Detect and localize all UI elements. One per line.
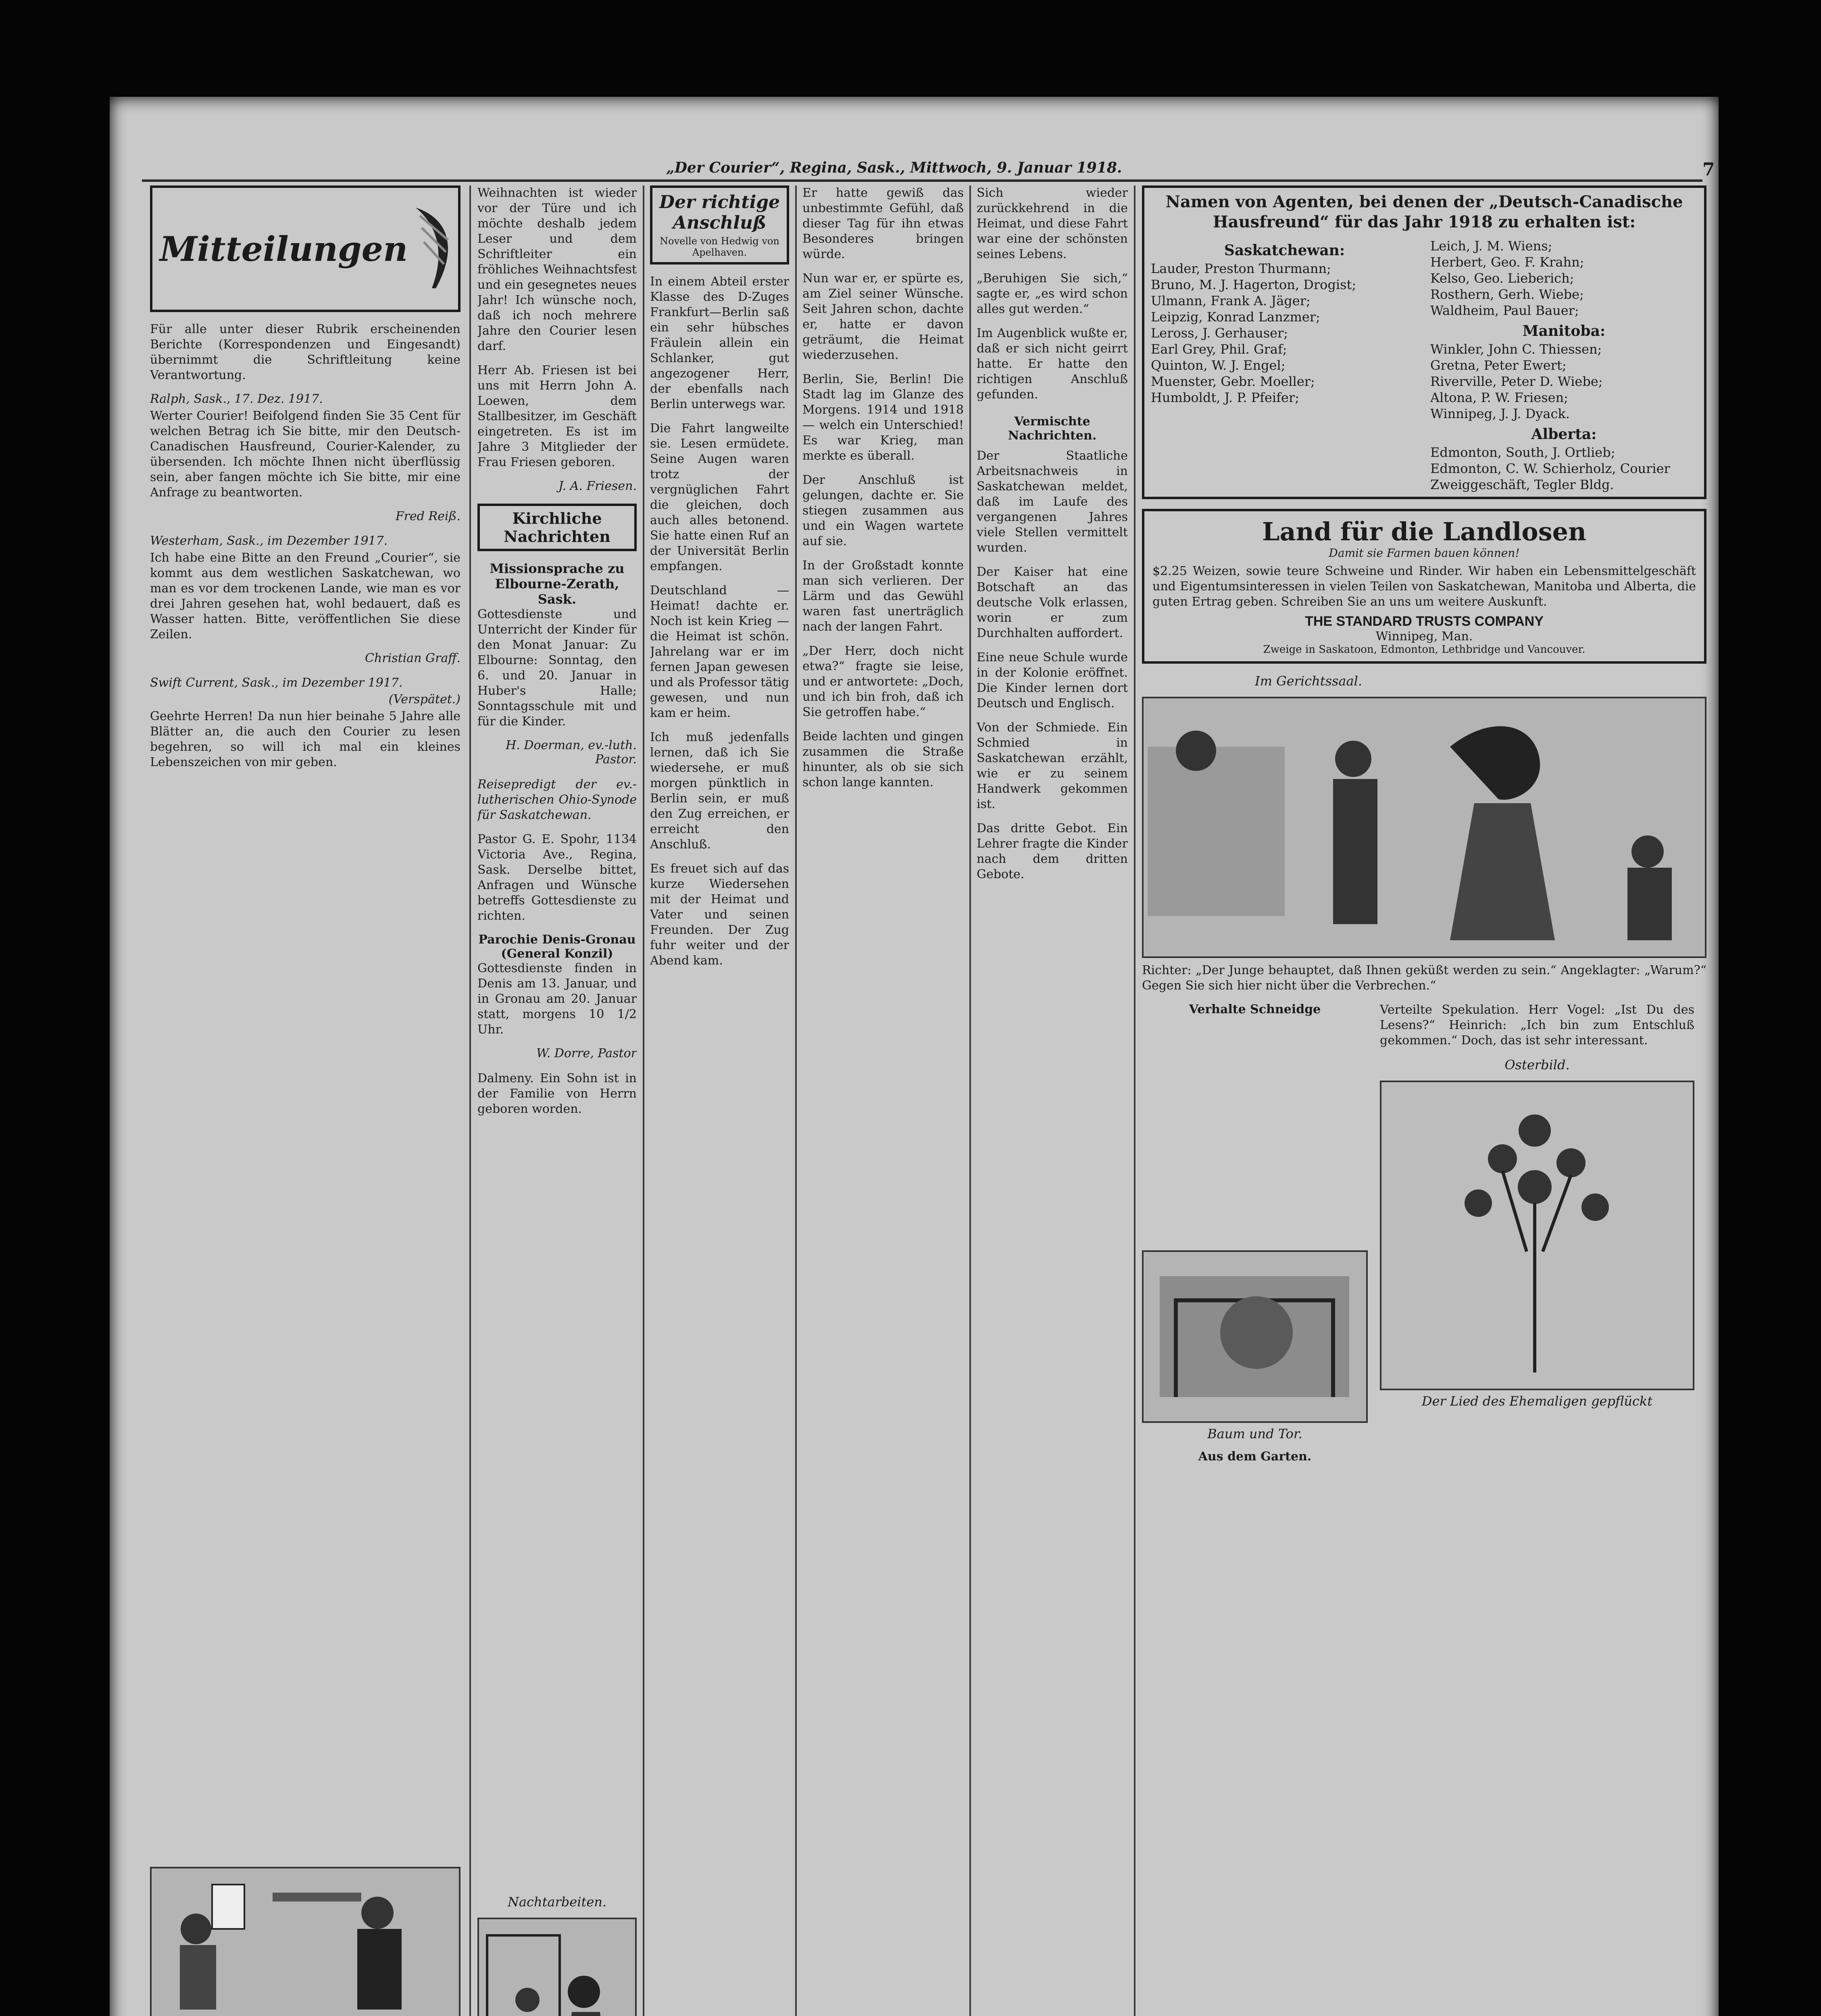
- story-paragraph: Der Anschluß ist gelungen, dachte er. Sie stiegen zusammen aus und ein Wagen wartete auf sie.: [802, 473, 964, 548]
- quill-icon: [408, 204, 460, 294]
- kirchliche-box: [477, 504, 637, 551]
- plant-illustration: [1380, 1081, 1694, 1390]
- story-paragraph: „Der Herr, doch nicht etwa?“ fragte sie leise, und er antwortete: „Doch, und ich bin froh, daß ich Sie getroffen habe.“: [802, 644, 964, 719]
- optician-ad: [150, 1867, 460, 2016]
- letter-dateline: Ralph, Sask., 17. Dez. 1917.: [150, 392, 323, 406]
- news-paragraph: Das dritte Gebot. Ein Lehrer fragte die Kinder nach dem dritten Gebote.: [977, 821, 1128, 881]
- agent-item: Gretna, Peter Ewert;: [1430, 358, 1567, 373]
- agent-item: Edmonton, South, J. Ortlieb;: [1430, 445, 1615, 460]
- mission-signature: H. Doerman, ev.-luth. Pastor.: [506, 738, 637, 766]
- land-ad-body: $2.25 Weizen, sowie teure Schweine und Rinder. Wir haben ein Lebensmittelgeschäft und Eigentumsinteressen in vielen Teilen von Saskatchewan, Manitoba und Alberta, die guten Ertrag geben. Schreiben Sie an uns um weitere Auskunft.: [1152, 564, 1696, 609]
- column-6: [1142, 185, 1706, 2016]
- column-rule: [969, 185, 971, 2016]
- sub-heading: Verhalte Schneidge: [1189, 1002, 1321, 1016]
- story-paragraph: Im Augenblick wußte er, daß er sich nicht geirrt hatte. Er hatte den richtigen Anschluß gefunden.: [977, 326, 1128, 402]
- cartoon-block: [477, 1891, 637, 2016]
- court-cartoon-illustration: [1142, 697, 1706, 958]
- agent-item: Lauder, Preston Thurmann;: [1151, 261, 1331, 276]
- agent-item: Leipzig, Konrad Lanzmer;: [1151, 309, 1320, 325]
- agent-item: Altona, P. W. Friesen;: [1430, 390, 1568, 405]
- story-paragraph: Beide lachten und gingen zusammen die Straße hinunter, als ob sie sich schon lange kannten.: [802, 729, 964, 789]
- column-1: [150, 185, 460, 2016]
- column-2: [477, 185, 637, 2016]
- story-paragraph: Die Fahrt langweilte sie. Lesen ermüdete. Seine Augen waren trotz der vergnüglichen Fahrt die gleichen, doch auch alles betonend. Sie hatte einen Ruf an der Universität Berlin empfangen.: [650, 421, 789, 573]
- optician-illustration: [150, 1867, 460, 2016]
- garden-illustration: [1142, 1250, 1368, 1423]
- letter-signature: Christian Graff.: [365, 651, 460, 665]
- lower-right-area: [1142, 1002, 1706, 1464]
- lower-right-sub: [1380, 1002, 1694, 1464]
- column-rule: [643, 185, 644, 2016]
- story-paragraph: Sich wieder zurückkehrend in die Heimat, und diese Fahrt war eine der schönsten seines Lebens.: [977, 186, 1128, 261]
- mission-body: Gottesdienste und Unterricht der Kinder für den Monat Januar: Zu Elbourne: Sonntag, den 6. und 20. Januar in Huber's Halle; Sonntagsschule mit und für die Kinder.: [477, 607, 637, 729]
- agent-item: Winkler, John C. Thiessen;: [1430, 342, 1602, 357]
- garden-caption: Baum und Tor.: [1207, 1426, 1302, 1441]
- land-ad-branches: Zweige in Saskatoon, Edmonton, Lethbridge und Vancouver.: [1263, 644, 1586, 656]
- column-rule: [795, 185, 797, 2016]
- intro-note: Für alle unter dieser Rubrik erscheinenden Berichte (Korrespondenzen und Eingesandt) übernimmt die Schriftleitung keine Verantwortung.: [150, 322, 460, 382]
- agent-item: Herbert, Geo. F. Krahn;: [1430, 254, 1584, 270]
- letter-dateline: Swift Current, Sask., im Dezember 1917.: [150, 676, 403, 690]
- story-paragraph: Er hatte gewiß das unbestimmte Gefühl, daß dieser Tag für ihn etwas Besonderes bringen würde.: [802, 186, 964, 261]
- story-paragraph: In der Großstadt konnte man sich verlieren. Der Lärm und das Gewühl waren fast unerträglich nach der langen Fahrt.: [802, 558, 964, 634]
- story-paragraph: „Beruhigen Sie sich,“ sagte er, „es wird schon alles gut werden.“: [977, 271, 1128, 316]
- newspaper-page: [110, 97, 1719, 2016]
- lower-left-sub: [1142, 1002, 1368, 1464]
- agents-list-left: [1151, 238, 1418, 493]
- agent-item: Quinton, W. J. Engel;: [1151, 358, 1286, 373]
- land-ad: [1142, 509, 1706, 664]
- story-title: Der richtige Anschluß: [659, 192, 780, 233]
- plant-title: Osterbild.: [1504, 1057, 1570, 1073]
- cartoon-illustration: [477, 1918, 637, 2016]
- column-rule: [1134, 185, 1136, 2016]
- letter-signature: Fred Reiß.: [395, 509, 460, 523]
- page-number: 7: [1702, 159, 1715, 180]
- land-ad-subtitle: Damit sie Farmen bauen können!: [1329, 546, 1520, 560]
- story-paragraph: Nun war er, er spürte es, am Ziel seiner Wünsche. Seit Jahren schon, dachte er, hatte er davon geträumt, die Heimat wiederzusehen.: [802, 271, 964, 362]
- province-heading: Manitoba:: [1522, 323, 1606, 339]
- article-signature: J. A. Friesen.: [558, 479, 637, 493]
- agent-item: Waldheim, Paul Bauer;: [1430, 303, 1579, 318]
- letter-dateline: Westerham, Sask., im Dezember 1917.: [150, 534, 388, 548]
- land-ad-city: Winnipeg, Man.: [1375, 629, 1473, 644]
- banner-left-text: Mitteilungen: [160, 229, 408, 269]
- parochie-heading: Parochie Denis-Gronau (General Konzil): [478, 933, 636, 961]
- story-paragraph: Deutschland — Heimat! dachte er. Noch ist kein Krieg — die Heimat ist schön. Jahrelang war er im fernen Japan gewesen und als Professor tätig gewesen, und nun kam er heim.: [650, 583, 789, 720]
- dalmeny-note: Dalmeny. Ein Sohn ist in der Familie von Herrn geboren worden.: [477, 1071, 637, 1116]
- right-text: Verteilte Spekulation. Herr Vogel: „Ist Du des Lesens?“ Heinrich: „Ich bin zum Entschluß gekommen.“ Doch, das ist sehr interessant.: [1380, 1003, 1694, 1048]
- column-4: [802, 185, 964, 2016]
- story-subtitle: Novelle von Hedwig von Apelhaven.: [660, 235, 779, 258]
- news-paragraph: Von der Schmiede. Ein Schmied in Saskatchewan erzählt, wie er zu seinem Handwerk gekommen ist.: [977, 721, 1128, 811]
- letter-body: Ich habe eine Bitte an den Freund „Courier“, sie kommt aus dem westlichen Saskatchewan, wo man es vor dem trockenen Lande, wie man es vor drei Jahren gesehen hat, wohl bedauert, daß es Wasser hatten. Bitte, veröffentlichen Sie diese Zeilen.: [150, 551, 460, 641]
- agents-box: [1142, 185, 1706, 499]
- court-cartoon-caption: Richter: „Der Junge behauptet, daß Ihnen geküßt werden zu sein.“ Angeklagter: „Warum?“ Gegen Sie sich hier nicht über die Verbrechen.“: [1142, 963, 1706, 993]
- running-header: „Der Courier“, Regina, Sask., Mittwoch, 9. Januar 1918.: [666, 159, 1122, 176]
- agent-item: Kelso, Geo. Lieberich;: [1430, 271, 1574, 286]
- news-paragraph: Eine neue Schule wurde in der Kolonie eröffnet. Die Kinder lernen dort Deutsch und Englisch.: [977, 650, 1128, 710]
- sub-heading: Aus dem Garten.: [1198, 1450, 1312, 1464]
- agent-item: Earl Grey, Phil. Graf;: [1151, 342, 1287, 357]
- province-heading: Saskatchewan:: [1224, 242, 1345, 259]
- column-rule: [469, 185, 471, 2016]
- cartoon-title: Nachtarbeiten.: [507, 1894, 607, 1910]
- section-heading: Vermischte Nachrichten.: [1008, 414, 1097, 443]
- agent-item: Riverville, Peter D. Wiebe;: [1430, 374, 1603, 389]
- agent-item: Humboldt, J. P. Pfeifer;: [1151, 390, 1300, 405]
- column-3: [650, 185, 789, 2016]
- mission-heading: Missionsprache zu Elbourne-Zerath, Sask.: [490, 561, 625, 607]
- synode-heading: Reisepredigt der ev.-lutherischen Ohio-Synode für Saskatchewan.: [477, 777, 637, 822]
- agents-title: Namen von Agenten, bei denen der „Deutsch-Canadische Hausfreund“ für das Jahr 1918 zu erhalten ist:: [1165, 192, 1683, 231]
- agent-item: Bruno, M. J. Hagerton, Drogist;: [1151, 277, 1356, 292]
- letter-note: (Verspätet.): [388, 692, 460, 706]
- synode-body: Pastor G. E. Spohr, 1134 Victoria Ave., Regina, Sask. Derselbe bittet, Anfragen und Wünsche betreffs Gottesdienste zu richten.: [477, 832, 637, 923]
- feature-banner: [150, 185, 460, 312]
- letter-body: Werter Courier! Beifolgend finden Sie 35 Cent für welchen Betrag ich Sie bitte, mir den Deutsch-Canadischen Hausfreund, Courier-Kalender, zu übersenden. Ich möchte Ihnen nicht überflüssig sein, aber fangen möchte ich Sie bitte, mir eine Anfrage zu beantworten.: [150, 409, 460, 500]
- province-heading: Alberta:: [1531, 426, 1597, 443]
- header-rule: [142, 179, 1702, 182]
- agent-item: Rosthern, Gerh. Wiebe;: [1430, 287, 1584, 302]
- story-paragraph: Berlin, Sie, Berlin! Die Stadt lag im Glanze des Morgens. 1914 und 1918 — welch ein Unterschied! Es war Krieg, man merkte es überall.: [802, 372, 964, 463]
- court-cartoon-title: Im Gerichtssaal.: [1255, 673, 1362, 689]
- land-ad-company: THE STANDARD TRUSTS COMPANY: [1305, 614, 1544, 629]
- agent-item: Winnipeg, J. J. Dyack.: [1430, 406, 1570, 421]
- news-paragraph: Der Staatliche Arbeitsnachweis in Saskatchewan meldet, daß im Laufe des vergangenen Jahres viele Stellen vermittelt wurden.: [977, 449, 1128, 555]
- article-body: Herr Ab. Friesen ist bei uns mit Herrn John A. Loewen, dem Stallbesitzer, im Geschäft eingetreten. Es ist im Jahre 3 Mitglieder der Frau Friesen geboren.: [477, 363, 637, 469]
- agent-item: Edmonton, C. W. Schierholz, Courier Zweiggeschäft, Tegler Bldg.: [1430, 461, 1670, 492]
- story-paragraph: In einem Abteil erster Klasse des D-Zuges Frankfurt—Berlin saß ein sehr hübsches Fräulein allein ein Schlanker, gut angezogener Herr, der ebenfalls nach Berlin unterwegs war.: [650, 275, 789, 411]
- land-ad-title: Land für die Landlosen: [1262, 517, 1587, 546]
- agent-item: Ulmann, Frank A. Jäger;: [1151, 293, 1311, 308]
- parochie-signature: W. Dorre, Pastor: [536, 1046, 637, 1060]
- parochie-body: Gottesdienste finden in Denis am 13. Januar, und in Gronau am 20. Januar statt, morgens 10 1/2 Uhr.: [477, 961, 637, 1037]
- article-lead: Weihnachten ist wieder vor der Türe und ich möchte deshalb jedem Leser und dem Schriftleiter ein fröhliches Weihnachtsfest und ein gesegnetes neues Jahr! Ich wünsche noch, daß ich noch mehrere Jahre den Courier lesen darf.: [477, 186, 637, 353]
- column-5: [977, 185, 1128, 2016]
- agent-item: Muenster, Gebr. Moeller;: [1151, 374, 1315, 389]
- agent-item: Leross, J. Gerhauser;: [1151, 325, 1288, 341]
- plant-caption: Der Lied des Ehemaligen gepflückt: [1421, 1393, 1653, 1409]
- agents-list-right: [1430, 238, 1698, 493]
- letter-body: Geehrte Herren! Da nun hier beinahe 5 Jahre alle Blätter an, die auch den Courier zu lesen begehren, so will ich mal ein kleines Lebenszeichen von mir geben.: [150, 709, 460, 769]
- kirchliche-title: Kirchliche Nachrichten: [504, 509, 610, 546]
- story-paragraph: Es freuet sich auf das kurze Wiedersehen mit der Heimat und Vater und seinen Freunden. Der Zug fuhr weiter und der Abend kam.: [650, 862, 789, 968]
- story-paragraph: Ich muß jedenfalls lernen, daß ich Sie wiedersehe, er muß morgen pünktlich in Berlin sein, er muß den Zug erreichen, er erreicht den Anschluß.: [650, 730, 789, 852]
- news-paragraph: Der Kaiser hat eine Botschaft an das deutsche Volk erlassen, worin er zum Durchhalten auffordert.: [977, 565, 1128, 640]
- story-title-box: [650, 185, 789, 264]
- agent-item: Leich, J. M. Wiens;: [1430, 238, 1552, 254]
